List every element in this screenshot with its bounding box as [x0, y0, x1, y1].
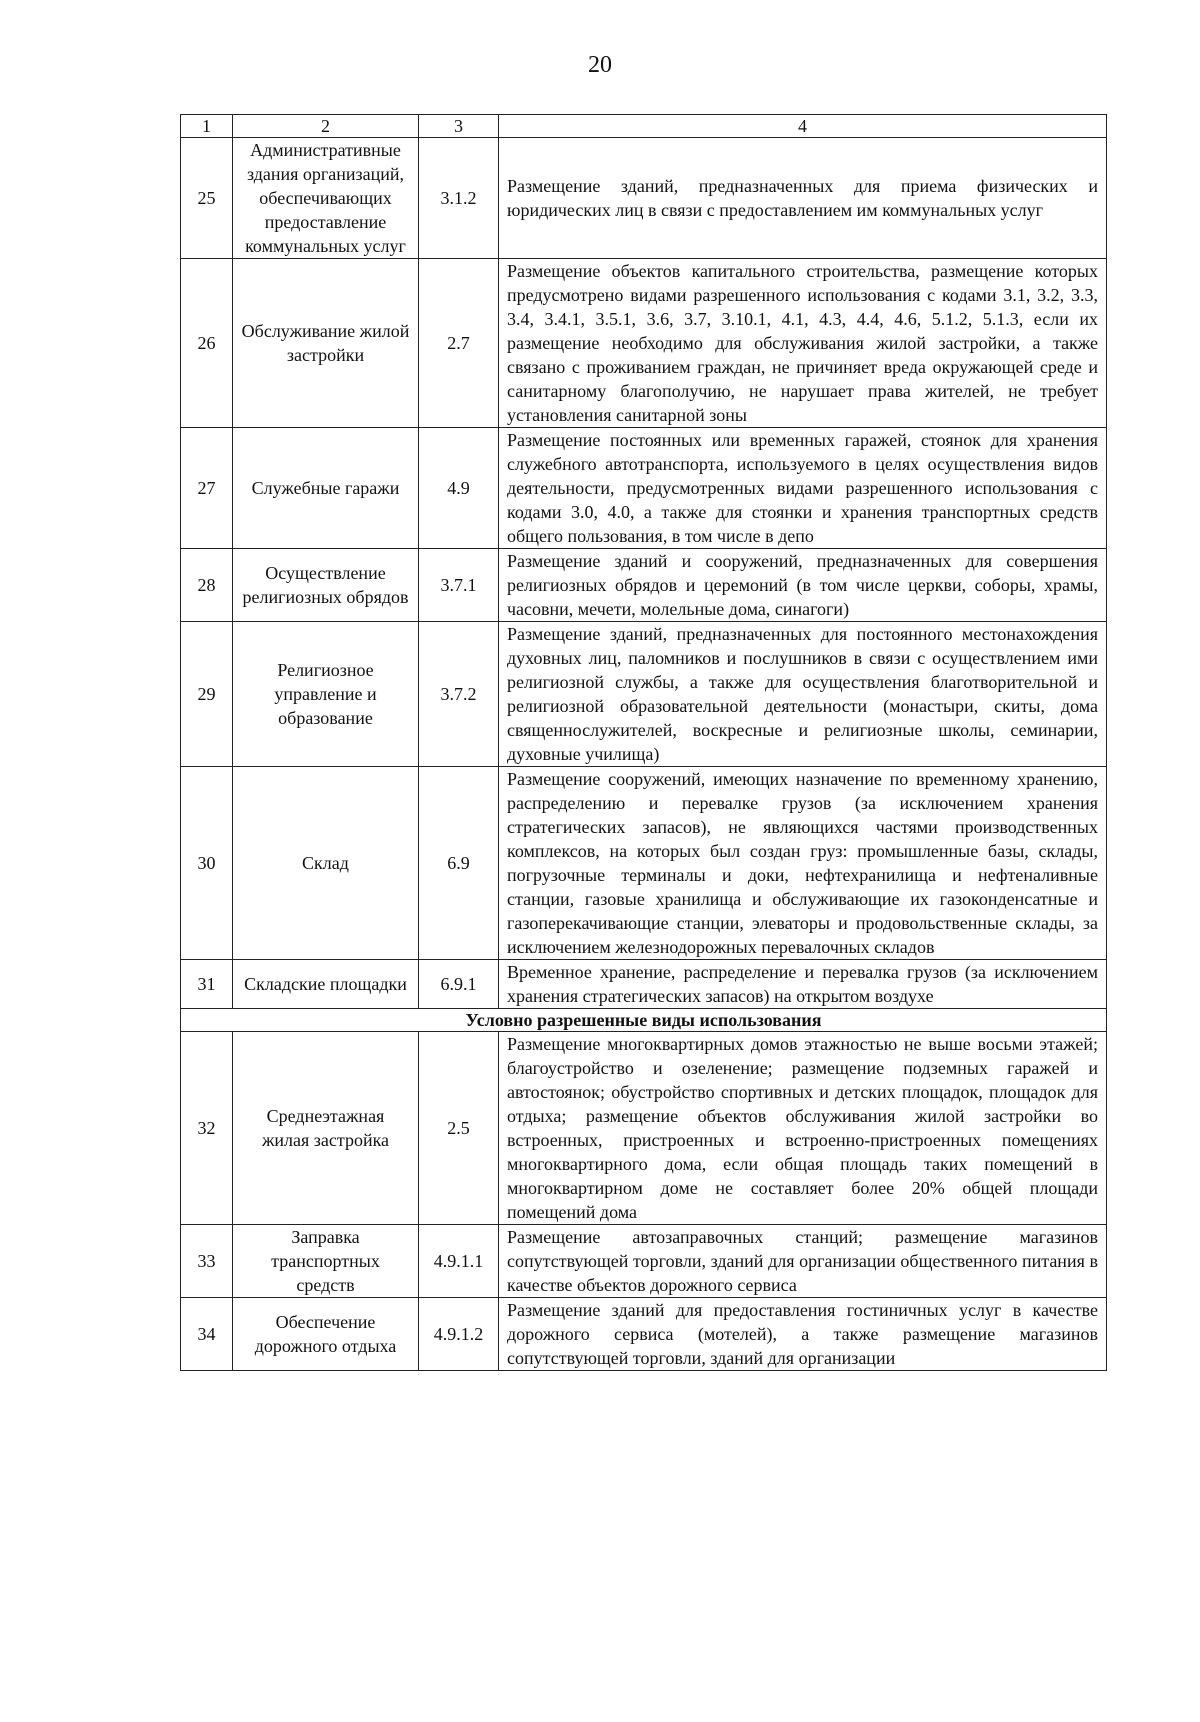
use-type-code: 4.9: [419, 428, 499, 549]
header-col-2: 2: [233, 115, 419, 138]
use-type-name: Обеспечение дорожного отдыха: [233, 1298, 419, 1371]
use-type-code: 2.5: [419, 1032, 499, 1225]
use-type-name: Среднеэтажная жилая застройка: [233, 1032, 419, 1225]
use-type-description: Размещение зданий и сооружений, предназначенных для совершения религиозных обрядов и церемоний (в том числе церкви, соборы, храмы, часовни, мечети, молельные дома, синагоги): [499, 549, 1107, 622]
table-row: [181, 960, 1107, 1009]
use-type-description: Размещение автозаправочных станций; размещение магазинов сопутствующей торговли, зданий для организации общественного питания в качестве объектов дорожного сервиса: [499, 1225, 1107, 1298]
use-type-description: Размещение постоянных или временных гаражей, стоянок для хранения служебного автотранспорта, используемого в целях осуществления видов деятельности, предусмотренных видами разрешенного использования с кодами 3.0, 4.0, а также для стоянки и хранения транспортных средств общего пользования, в том числе в депо: [499, 428, 1107, 549]
header-col-3: 3: [419, 115, 499, 138]
header-col-1: 1: [181, 115, 233, 138]
table-header-row: [181, 115, 1107, 138]
row-number: 30: [181, 767, 233, 960]
use-type-description: Размещение зданий, предназначенных для приема физических и юридических лиц в связи с предоставлением им коммунальных услуг: [499, 138, 1107, 259]
row-number: 34: [181, 1298, 233, 1371]
row-number: 31: [181, 960, 233, 1009]
use-type-name: Обслуживание жилой застройки: [233, 259, 419, 428]
table-row: [181, 259, 1107, 428]
table-row: [181, 1225, 1107, 1298]
row-number: 32: [181, 1032, 233, 1225]
use-type-name: Осуществление религиозных обрядов: [233, 549, 419, 622]
table-row: [181, 549, 1107, 622]
table-row: [181, 428, 1107, 549]
use-type-description: Размещение многоквартирных домов этажностью не выше восьми этажей; благоустройство и озеленение; размещение подземных гаражей и автостоянок; обустройство спортивных и детских площадок, площадок для отдыха; размещение объектов обслуживания жилой застройки во встроенных, пристроенных и встроенно-пристроенных помещениях многоквартирного дома, если общая площадь таких помещений в многоквартирном доме не составляет более 20% общей площади помещений дома: [499, 1032, 1107, 1225]
use-type-code: 4.9.1.2: [419, 1298, 499, 1371]
section-heading-row: [181, 1009, 1107, 1032]
use-type-name: Склад: [233, 767, 419, 960]
row-number: 29: [181, 622, 233, 767]
row-number: 33: [181, 1225, 233, 1298]
row-number: 26: [181, 259, 233, 428]
table-row: [181, 767, 1107, 960]
land-use-table: [180, 114, 1107, 1371]
use-type-name: Заправка транспортных средств: [233, 1225, 419, 1298]
use-type-description: Размещение сооружений, имеющих назначение по временному хранению, распределению и перевалке грузов (за исключением хранения стратегических запасов), не являющихся частями производственных комплексов, на которых был создан груз: промышленные базы, склады, погрузочные терминалы и доки, нефтехранилища и нефтеналивные станции, газовые хранилища и обслуживающие их газоконденсатные и газоперекачивающие станции, элеваторы и продовольственные склады, за исключением железнодорожных перевалочных складов: [499, 767, 1107, 960]
use-type-code: 6.9.1: [419, 960, 499, 1009]
use-type-code: 3.7.1: [419, 549, 499, 622]
table-row: [181, 1032, 1107, 1225]
row-number: 27: [181, 428, 233, 549]
use-type-description: Размещение зданий, предназначенных для постоянного местонахождения духовных лиц, паломников и послушников в связи с осуществлением ими религиозной службы, а также для осуществления благотворительной и религиозной образовательной деятельности (монастыри, скиты, дома священнослужителей, воскресные и религиозные школы, семинарии, духовные училища): [499, 622, 1107, 767]
table-row: [181, 138, 1107, 259]
table-row: [181, 622, 1107, 767]
section-title: Условно разрешенные виды использования: [181, 1009, 1107, 1032]
header-col-4: 4: [499, 115, 1107, 138]
use-type-description: Размещение зданий для предоставления гостиничных услуг в качестве дорожного сервиса (мотелей), а также размещение магазинов сопутствующей торговли, зданий для организации: [499, 1298, 1107, 1371]
use-type-name: Служебные гаражи: [233, 428, 419, 549]
table-row: [181, 1298, 1107, 1371]
use-type-code: 6.9: [419, 767, 499, 960]
use-type-code: 4.9.1.1: [419, 1225, 499, 1298]
use-type-code: 2.7: [419, 259, 499, 428]
row-number: 25: [181, 138, 233, 259]
use-type-code: 3.7.2: [419, 622, 499, 767]
use-type-description: Временное хранение, распределение и перевалка грузов (за исключением хранения стратегических запасов) на открытом воздухе: [499, 960, 1107, 1009]
use-type-code: 3.1.2: [419, 138, 499, 259]
use-type-name: Складские площадки: [233, 960, 419, 1009]
use-type-name: Религиозное управление и образование: [233, 622, 419, 767]
row-number: 28: [181, 549, 233, 622]
use-type-name: Административные здания организаций, обеспечивающих предоставление коммунальных услуг: [233, 138, 419, 259]
page-number: 20: [588, 52, 612, 78]
use-type-description: Размещение объектов капитального строительства, размещение которых предусмотрено видами разрешенного использования с кодами 3.1, 3.2, 3.3, 3.4, 3.4.1, 3.5.1, 3.6, 3.7, 3.10.1, 4.1, 4.3, 4.4, 4.6, 5.1.2, 5.1.3, если их размещение необходимо для обслуживания жилой застройки, а также связано с проживанием граждан, не причиняет вреда окружающей среде и санитарному благополучию, не нарушает права жителей, не требует установления санитарной зоны: [499, 259, 1107, 428]
